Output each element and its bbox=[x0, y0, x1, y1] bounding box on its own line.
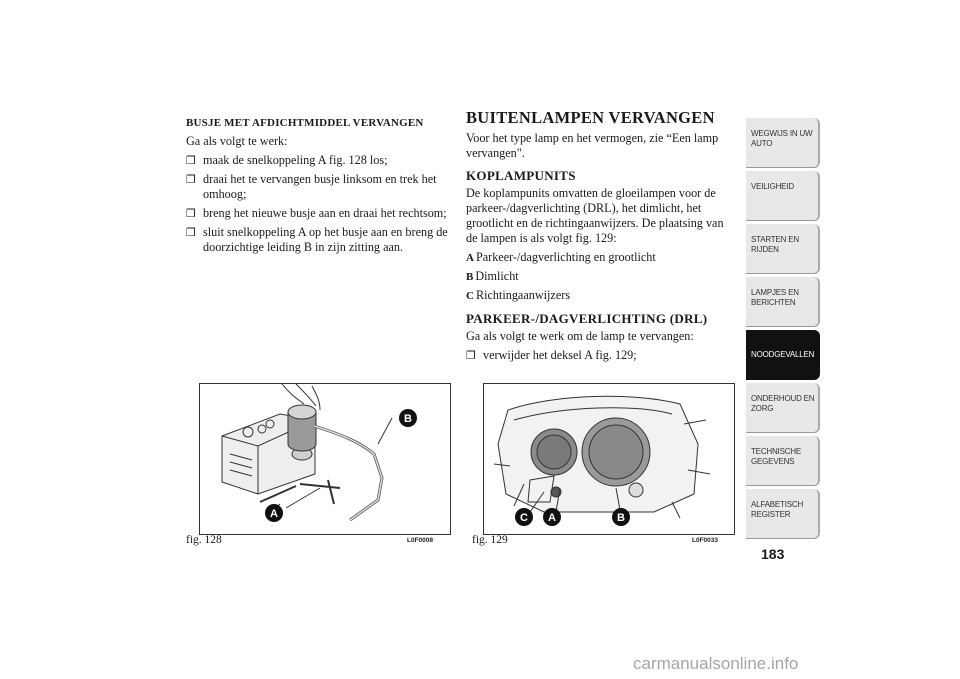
callout-a-label: A bbox=[270, 508, 278, 520]
list-item-text: maak de snelkoppeling A fig. 128 los; bbox=[203, 153, 388, 167]
section-heading: PARKEER-/DAGVERLICHTING (DRL) bbox=[466, 311, 708, 326]
tab-starten-en-rijden[interactable]: STARTEN EN RIJDEN bbox=[746, 224, 820, 274]
figure-caption: fig. 129 bbox=[472, 534, 508, 546]
section-heading: KOPLAMPUNITS bbox=[466, 168, 576, 183]
callout-b-label: B bbox=[404, 413, 412, 425]
tab-alfabetisch-register[interactable]: ALFABETISCH REGISTER bbox=[746, 489, 820, 539]
figure-caption: fig. 128 bbox=[186, 534, 222, 546]
legend-item bbox=[466, 269, 734, 285]
figure-129 bbox=[483, 383, 735, 535]
watermark: carmanualsonline.info bbox=[633, 654, 799, 673]
checkbox-bullet-icon: ❒ bbox=[466, 349, 476, 362]
list-item-text: breng het nieuwe busje aan en draai het rechtsom; bbox=[203, 206, 447, 220]
intro-text: Voor het type lamp en het vermogen, zie “Een lamp vervangen". bbox=[466, 131, 719, 160]
checkbox-bullet-icon: ❒ bbox=[186, 207, 196, 220]
subheading: BUSJE MET AFDICHTMIDDEL VERVANGEN bbox=[186, 117, 424, 129]
section-text: Ga als volgt te werk om de lamp te vervangen: bbox=[466, 329, 694, 343]
list-item bbox=[186, 225, 448, 255]
legend-text: Parkeer-/dagverlichting en grootlicht bbox=[475, 250, 656, 264]
chapter-tabs bbox=[746, 118, 820, 542]
headlamp-unit-illustration bbox=[484, 384, 734, 534]
tab-noodgevallen[interactable]: NOODGEVALLEN bbox=[746, 330, 820, 380]
legend-text: Dimlicht bbox=[475, 269, 519, 283]
legend-text: Richtingaanwijzers bbox=[475, 288, 571, 302]
legend-item bbox=[466, 288, 734, 304]
figure-code: L0F0033 bbox=[692, 537, 719, 544]
figure-128 bbox=[199, 383, 451, 535]
list-item-text: draai het te vervangen busje linksom en trek het omhoog; bbox=[203, 172, 437, 201]
checkbox-bullet-icon: ❒ bbox=[186, 226, 196, 239]
legend-item bbox=[466, 250, 734, 266]
checkbox-bullet-icon: ❒ bbox=[186, 154, 196, 167]
list-item bbox=[466, 348, 734, 363]
page-number: 183 bbox=[761, 546, 785, 562]
list-item-text: verwijder het deksel A fig. 129; bbox=[483, 348, 637, 362]
tab-onderhoud-en-zorg[interactable]: ONDERHOUD EN ZORG bbox=[746, 383, 820, 433]
right-column bbox=[466, 110, 734, 367]
section-text: De koplampunits omvatten de gloeilampen voor de parkeer-/dagverlichting (DRL), het dimlicht, het grootlicht en de richtingaanwijzers. De plaatsing van de lampen is als volgt fig. 129: bbox=[466, 186, 724, 245]
callout-b-label: B bbox=[617, 512, 625, 524]
legend-key: A bbox=[466, 252, 474, 264]
checkbox-bullet-icon: ❒ bbox=[186, 173, 196, 186]
legend-key: C bbox=[466, 290, 474, 302]
list-item bbox=[186, 153, 448, 168]
legend-key: B bbox=[466, 271, 474, 283]
intro-text: Ga als volgt te werk: bbox=[186, 134, 288, 148]
left-column bbox=[186, 116, 448, 259]
tab-wegwijs[interactable]: WEGWIJS IN UW AUTO bbox=[746, 118, 820, 168]
tab-technische-gegevens[interactable]: TECHNISCHE GEGEVENS bbox=[746, 436, 820, 486]
callout-c-label: C bbox=[520, 512, 528, 524]
figure-code: L0F0008 bbox=[407, 537, 434, 544]
tab-veiligheid[interactable]: VEILIGHEID bbox=[746, 171, 820, 221]
list-item bbox=[186, 206, 448, 221]
tab-lampjes-en-berichten[interactable]: LAMPJES EN BERICHTEN bbox=[746, 277, 820, 327]
list-item-text: sluit snelkoppeling A op het busje aan en breng de doorzichtige leiding B in zijn zitting aan. bbox=[203, 225, 448, 254]
callout-a-label: A bbox=[548, 512, 556, 524]
list-item bbox=[186, 172, 448, 202]
page-title: BUITENLAMPEN VERVANGEN bbox=[466, 108, 715, 127]
sealant-kit-illustration bbox=[200, 384, 450, 534]
